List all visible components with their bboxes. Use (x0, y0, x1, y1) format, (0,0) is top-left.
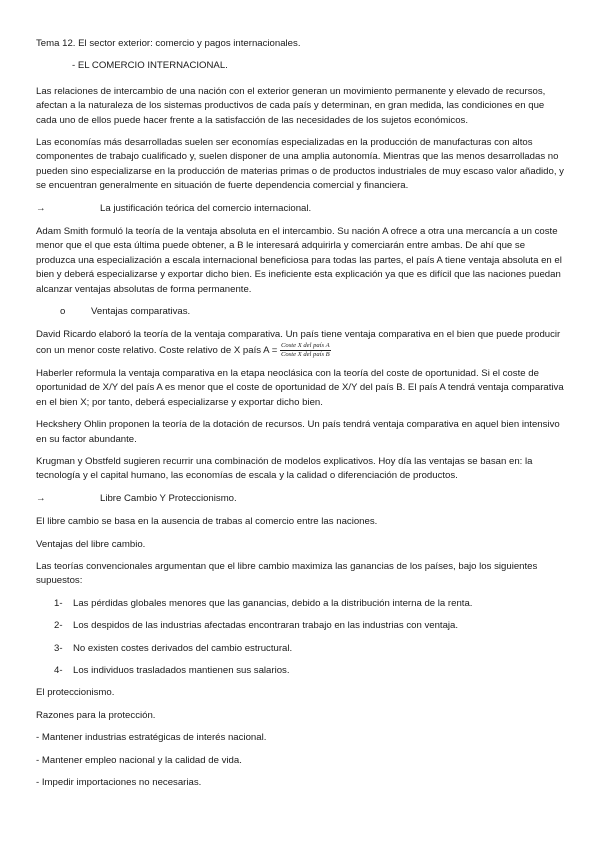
heckscher-paragraph: Heckshery Ohlin proponen la teoría de la dotación de recursos. Un país tendrá ventaja comparativa en aquel bien intensivo en su factor abundante. (36, 419, 560, 445)
supuestos-intro: Las teorías convencionales argumentan que el libre cambio maximiza las ganancias de los países, bajo los siguientes supuestos: (36, 560, 538, 587)
haberler-paragraph: Haberler reformula la ventaja comparativa en la etapa neoclásica con la teoría del coste de oportunidad. Si el coste de oportunidad de X/Y del país A es menor que el coste de oportunidad de X/Y del país B. El país A tendrá ventaja comparativa en el bien X; por tanto, deberá especializarse y exportar dicho bien. (36, 367, 564, 408)
arrow-icon: → (36, 202, 46, 214)
list-item-text: No existen costes derivados del cambio estructural. (73, 642, 293, 654)
list-item-number: 4- (54, 665, 63, 676)
list-item-number: 1- (54, 597, 63, 609)
list-item-text: Los individuos trasladados mantienen sus salarios. (73, 665, 290, 676)
intro-paragraph-2: Las economías más desarrolladas suelen ser economías especializadas en la producción de manufacturas con altos componentes de trabajo cualificado y, suelen disponer de una amplia autonomía. Mientras que las menos desarrolladas no pueden sino especializarse en la producción de materias primas o de productos industriales de muy escaso valor añadido, y se encuentran generalmente en situación de fuerte dependencia comercial y financiera. (36, 137, 564, 192)
krugman-paragraph: Krugman y Obstfeld sugieren recurrir una combinación de modelos explicativos. Hoy día las ventajas se basan en: la tecnología y el capital humano, las economías de escala y la calidad o diferenciación de productos. (36, 455, 533, 482)
razon-item-1: - Mantener industrias estratégicas de interés nacional. (36, 732, 267, 744)
formula-numerator: Coste X del país A (281, 341, 330, 349)
list-item-text: Las pérdidas globales menores que las ganancias, debido a la distribución interna de la renta. (73, 597, 473, 609)
ricardo-text: David Ricardo elaboró la teoría de la ventaja comparativa. Un país tiene ventaja comparativa en el bien que puede producir con un menor coste relativo. Coste relativo de X país A = (36, 328, 561, 356)
document-page (36, 37, 564, 798)
relative-cost-formula (280, 342, 331, 359)
ventajas-libre-cambio-title: Ventajas del libre cambio. (36, 538, 146, 550)
bullet-icon: o (60, 306, 66, 318)
list-item (36, 619, 564, 633)
list-item-number: 3- (54, 642, 63, 654)
heading-libre-cambio (36, 492, 564, 506)
section-title: - EL COMERCIO INTERNACIONAL. (72, 60, 228, 72)
heading-justificacion (36, 202, 564, 216)
heading-libre-cambio-label: Libre Cambio Y Proteccionismo. (100, 492, 237, 504)
razones-title: Razones para la protección. (36, 709, 156, 721)
formula-denominator: Coste X del país B (280, 350, 330, 358)
heading-ventajas-comparativas-label: Ventajas comparativas. (91, 306, 191, 318)
document-title: Tema 12. El sector exterior: comercio y pagos internacionales. (36, 38, 301, 49)
list-item-number: 2- (54, 620, 63, 632)
proteccionismo-title: El proteccionismo. (36, 687, 115, 699)
list-item (36, 664, 564, 678)
assumptions-list (36, 597, 564, 679)
heading-ventajas-comparativas (36, 305, 564, 319)
list-item (36, 597, 564, 611)
razon-item-2: - Mantener empleo nacional y la calidad de vida. (36, 754, 242, 766)
smith-paragraph: Adam Smith formuló la teoría de la ventaja absoluta en el intercambio. Su nación A ofrece a otra una mercancía a un coste menor que el que esta última puede obtener, a B le interesará adquirirla y comerciarán entre ambas. De ahí que se produzca una especialización a escala internacional beneficiosa para todas las partes, el país A tiene ventaja absoluta en el bien y deberá especializarse y exportar dicho bien. Es ineficiente esta explicación ya que es difícil que las naciones puedan alcanzar ventajas absolutas de forma permanente. (36, 226, 562, 295)
arrow-icon: → (36, 492, 46, 504)
ricardo-paragraph (36, 328, 564, 359)
libre-cambio-definition: El libre cambio se basa en la ausencia de trabas al comercio entre las naciones. (36, 516, 378, 528)
list-item-text: Los despidos de las industrias afectadas encontraran trabajo en las industrias con ventaja. (73, 620, 459, 632)
heading-justificacion-label: La justificación teórica del comercio internacional. (100, 202, 312, 214)
intro-paragraph-1: Las relaciones de intercambio de una nación con el exterior generan un movimiento permanente y elevado de recursos, afectan a la naturaleza de los sistemas productivos de cada país y determinan, en gran medida, las condiciones en que cada uno de ellos puede hacer frente a la satisfacción de las necesidades de los sujetos económicos. (36, 85, 546, 126)
list-item (36, 642, 564, 656)
razon-item-3: - Impedir importaciones no necesarias. (36, 777, 202, 789)
